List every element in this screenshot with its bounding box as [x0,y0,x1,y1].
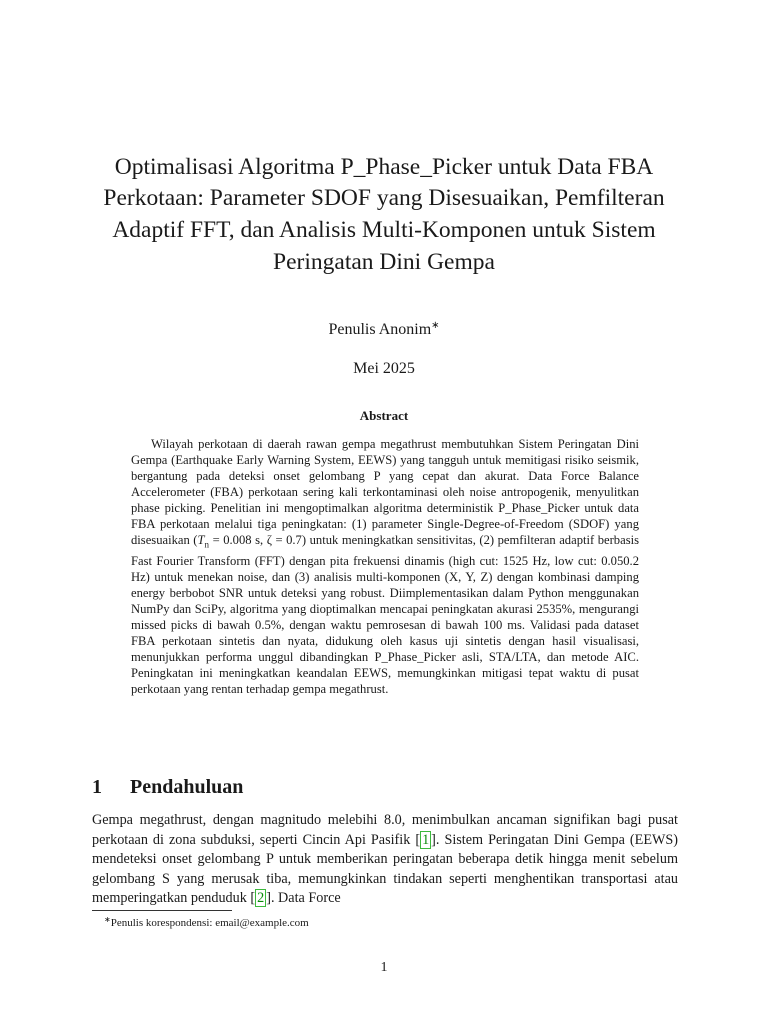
abstract-heading: Abstract [359,408,409,423]
body-part-3: . Data Force [270,890,341,907]
paper-date: Mei 2025 [353,360,415,377]
author-name: Penulis Anonim [328,321,432,338]
citation-1[interactable]: [ 1 ] [415,831,436,848]
body-part-1: Gempa megathrust, dengan magnitudo melebihi 8.0, menimbulkan ancaman signifikan bagi pusat perkotaan di zona subduksi, seperti Cincin Api Pasifik [92,812,678,848]
footnote-rule [92,910,232,911]
author-line [0,316,768,340]
footnote [104,913,309,930]
citation-2-link[interactable]: 2 [257,890,265,907]
author-footnote-mark: ∗ [431,320,440,331]
citation-2[interactable]: [ 2 ] [250,890,271,907]
section-number: 1 [92,776,102,798]
page-number: 1 [380,960,388,975]
citation-1-link[interactable]: 1 [422,831,430,848]
abstract-part-2: ) untuk meningkatkan sensitivitas, (2) pemfilteran adaptif berbasis Fast Fourier Transform (FFT) dengan pita frekuensi dinamis (high cut: 1525 Hz, low cut: 0.050.2 Hz) untuk menekan noise, dan (3) analisis multi-komponen (X, Y, Z) dengan kombinasi damping energy berbobot SNR untuk deteksi yang robust. Diimplementasikan dalam Python menggunakan NumPy dan SciPy, algoritma yang dioptimalkan mencapai peningkatan akurasi 2535%, mengurangi missed picks di bawah 0.5%, dengan waktu pemrosesan di bawah 100 ms. Validasi pada dataset FBA perkotaan sintetis dan nyata, didukung oleh kasus uji sintetis dengan hasil visualisasi, menunjukkan performa unggul dibandingkan P_Phase_Picker asli, STA/LTA, dan metode AIC. Peningkatan ini meningkatkan keandalan EEWS, memungkinkan mitigasi tepat waktu di pusat perkotaan yang rentan terhadap gempa megathrust. [131,533,639,696]
footnote-text: Penulis korespondensi: email@example.com [110,917,309,929]
abstract-part-1: Wilayah perkotaan di daerah rawan gempa megathrust membutuhkan Sistem Peringatan Dini Gempa (Earthquake Early Warning System, EEWS) yang tangguh untuk memitigasi risiko seismik, bergantung pada deteksi onset gelombang P yang cepat dan akurat. Data Force Balance Accelerometer (FBA) perkotaan sering kali terkontaminasi oleh noise antropogenik, menyulitkan phase picking. Penelitian ini mengoptimalkan algoritma deterministik P_Phase_Picker untuk data FBA perkotaan melalui tiga peningkatan: (1) parameter Single-Degree-of-Freedom (SDOF) yang disesuaikan ( [131,437,639,547]
body-paragraph [92,811,678,909]
abstract-text [131,436,639,697]
paper-title: Optimalisasi Algoritma P_Phase_Picker untuk Data FBA Perkotaan: Parameter SDOF yang Disesuaikan, Pemfilteran Adaptif FFT, dan Analisis Multi-Komponen untuk Sistem Peringatan Dini Gempa [103,153,665,275]
body-part-2: . Sistem Peringatan Dini Gempa (EEWS) mendeteksi onset gelombang P untuk memberikan peringatan beberapa detik hingga menit sebelum gelombang S yang merusak tiba, memungkinkan tindakan seperti menghentikan transportasi atau memperingatkan penduduk [92,831,678,907]
math-rest: = 0.008 s, ζ = 0.7 [209,533,302,547]
section-heading [92,776,243,799]
footnote-mark: ∗ [104,915,111,924]
section-title: Pendahuluan [130,776,244,798]
math-T: T [197,533,205,547]
math-subscript-n: n [204,539,210,550]
